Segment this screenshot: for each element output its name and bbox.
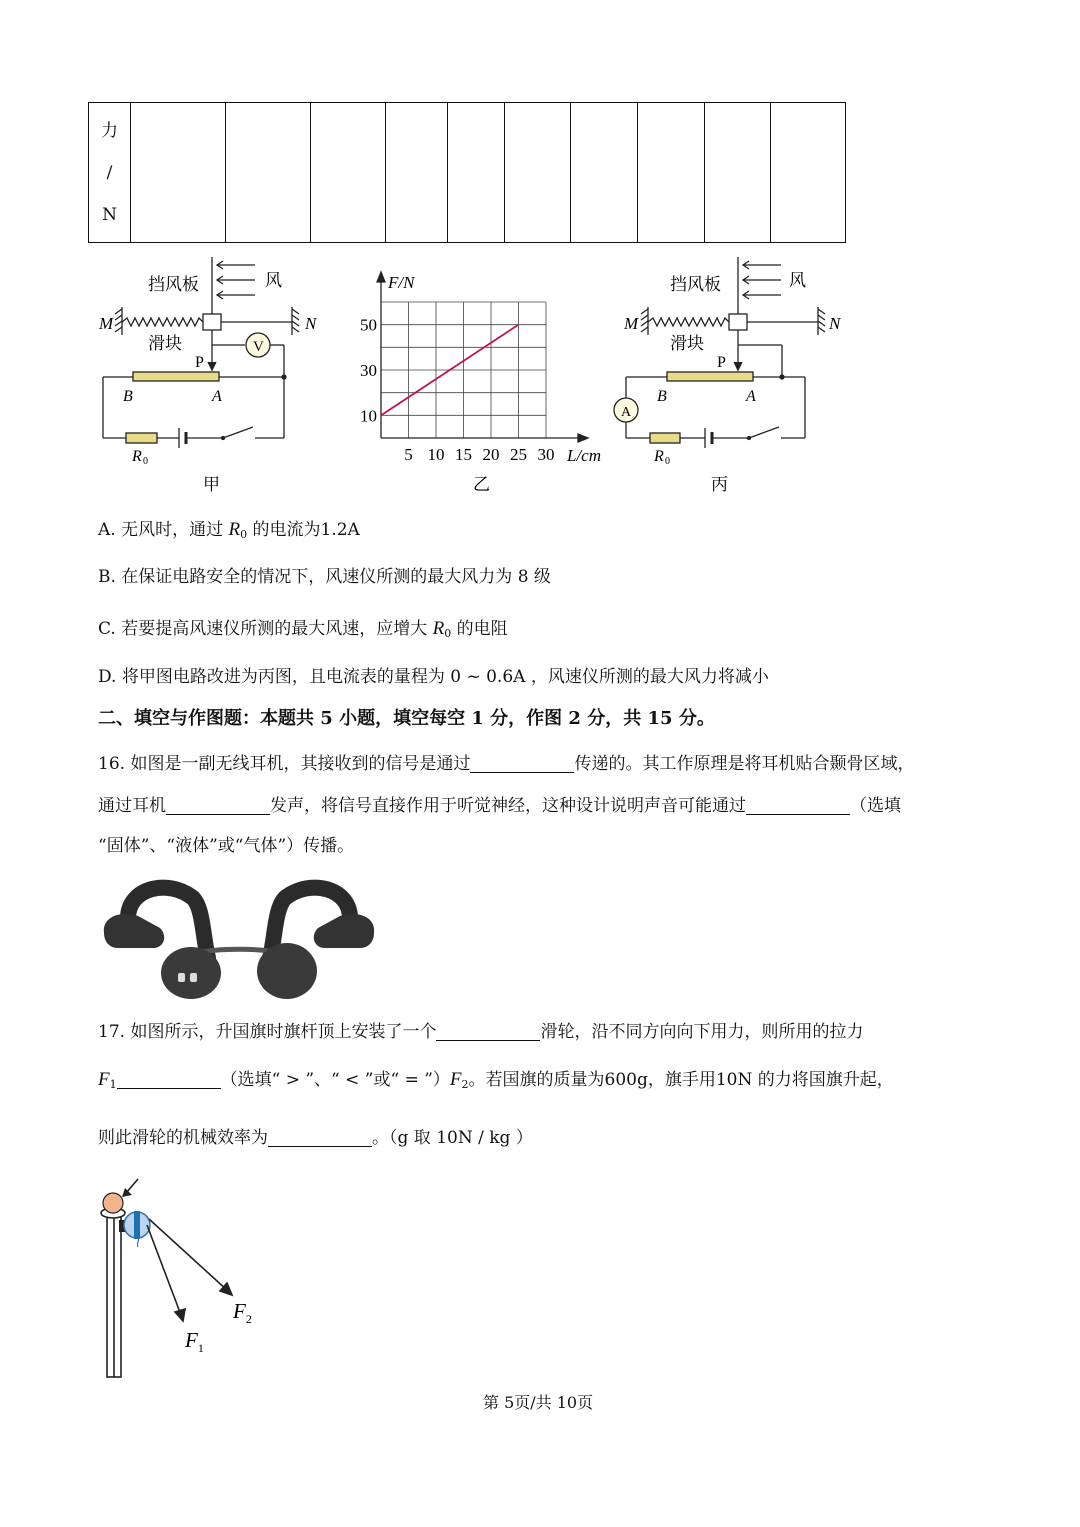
x-tick-label: 30 <box>537 445 555 464</box>
answer-blank[interactable] <box>117 1070 221 1089</box>
table-cell <box>771 103 846 243</box>
x-tick-label: 5 <box>404 445 413 464</box>
q17-line-2: $F_1$ （选填“ > ”、“ < ”或“ = $”)F_2$。若国旗的质量为600g，旗手用10N 的力将国旗升起， <box>98 1069 894 1091</box>
label-N: N <box>829 314 841 333</box>
ammeter-symbol: A <box>621 405 632 420</box>
label-P: P <box>195 354 204 371</box>
table-cell <box>131 103 226 243</box>
wind-label: 风 <box>789 271 806 290</box>
header-line: / <box>106 162 113 183</box>
page-footer: 第 5页/共 10页 <box>483 1393 594 1412</box>
label-B: B <box>123 388 133 405</box>
caption-yi: 乙 <box>473 475 490 494</box>
figure-bing <box>617 255 847 500</box>
q17-line-3: 则此滑轮的机械效率为 。（g 取 10N / kg ） <box>98 1128 533 1148</box>
option-A: A. 无风时，通过 $R_0$ 的电流为1.2A <box>98 519 360 541</box>
voltmeter-symbol: V <box>253 339 264 355</box>
label-R0: R <box>132 448 142 465</box>
answer-blank[interactable] <box>746 796 850 815</box>
label-R0: R <box>654 448 664 465</box>
table-cell <box>311 103 386 243</box>
y-tick-label: 10 <box>360 406 377 426</box>
earphone-image <box>98 878 380 1002</box>
q16-line-1: 16. 如图是一副无线耳机，其接收到的信号是通过 传递的。其工作原理是将耳机贴合颞骨区域， <box>98 754 915 774</box>
caption-jia: 甲 <box>203 475 220 494</box>
header-line: 力 <box>101 120 118 141</box>
q16-line-2: 通过耳机 发声，将信号直接作用于听觉神经，这种设计说明声音可能通过 （选填 <box>98 796 901 816</box>
label-A: A <box>212 388 222 405</box>
caption-bing: 丙 <box>711 475 728 494</box>
y-tick-label: 50 <box>360 315 377 335</box>
table-cell <box>638 103 705 243</box>
header-line: N <box>102 204 117 225</box>
slider-label: 滑块 <box>148 334 182 353</box>
answer-blank[interactable] <box>166 796 270 815</box>
board-label: 挡风板 <box>148 275 199 294</box>
label-N: N <box>305 314 317 333</box>
x-tick-label: 10 <box>427 445 445 464</box>
x-tick-label: 25 <box>510 445 527 464</box>
option-C: C. 若要提高风速仪所测的最大风速，应增大 $R_0$ 的电阻 <box>98 618 508 640</box>
table-cell <box>386 103 448 243</box>
option-B: B. 在保证电路安全的情况下，风速仪所测的最大风力为 8 级 <box>98 567 551 587</box>
force-label-F2: $F_2$ <box>233 1299 252 1326</box>
label-P: P <box>717 354 726 371</box>
option-D: D. 将甲图电路改进为丙图，且电流表的量程为 0 ~ 0.6A ，风速仪所测的最大风力将减小 <box>98 667 769 687</box>
figure-yi-chart <box>350 268 615 500</box>
answer-blank[interactable] <box>268 1128 372 1147</box>
y-tick-label: 30 <box>360 361 377 380</box>
q16-line-3: “固体”、“液体”或“气体”）传播。 <box>98 836 355 856</box>
table-cell <box>448 103 505 243</box>
label-R0-sub: 0 <box>665 456 670 467</box>
wind-label: 风 <box>265 271 282 290</box>
answer-blank[interactable] <box>436 1022 540 1041</box>
x-tick-label: 20 <box>482 445 500 464</box>
x-axis-label: L/cm <box>567 446 601 465</box>
label-M: M <box>99 314 114 333</box>
y-axis-label: F/N <box>388 273 415 292</box>
label-R0-sub: 0 <box>143 456 148 467</box>
board-label: 挡风板 <box>670 275 721 294</box>
force-table <box>88 102 846 243</box>
q17-line-1: 17. 如图所示，升国旗时旗杆顶上安装了一个 滑轮，沿不同方向向下用力，则所用的拉力 <box>98 1022 864 1042</box>
force-header-cell <box>89 103 131 243</box>
force-label-F1: $F_1$ <box>185 1328 204 1355</box>
table-cell <box>705 103 771 243</box>
slider-label: 滑块 <box>670 334 704 353</box>
label-B: B <box>657 388 667 405</box>
label-A: A <box>746 388 756 405</box>
table-cell <box>505 103 571 243</box>
figure-jia <box>95 255 315 500</box>
table-cell <box>226 103 311 243</box>
x-tick-label: 15 <box>455 445 472 464</box>
label-M: M <box>624 314 639 333</box>
answer-blank[interactable] <box>470 754 574 773</box>
flagpole-figure <box>95 1175 275 1380</box>
table-cell <box>571 103 638 243</box>
section-heading: 二、填空与作图题：本题共 5 小题，填空每空 1 分，作图 2 分，共 15 分。 <box>98 708 715 729</box>
